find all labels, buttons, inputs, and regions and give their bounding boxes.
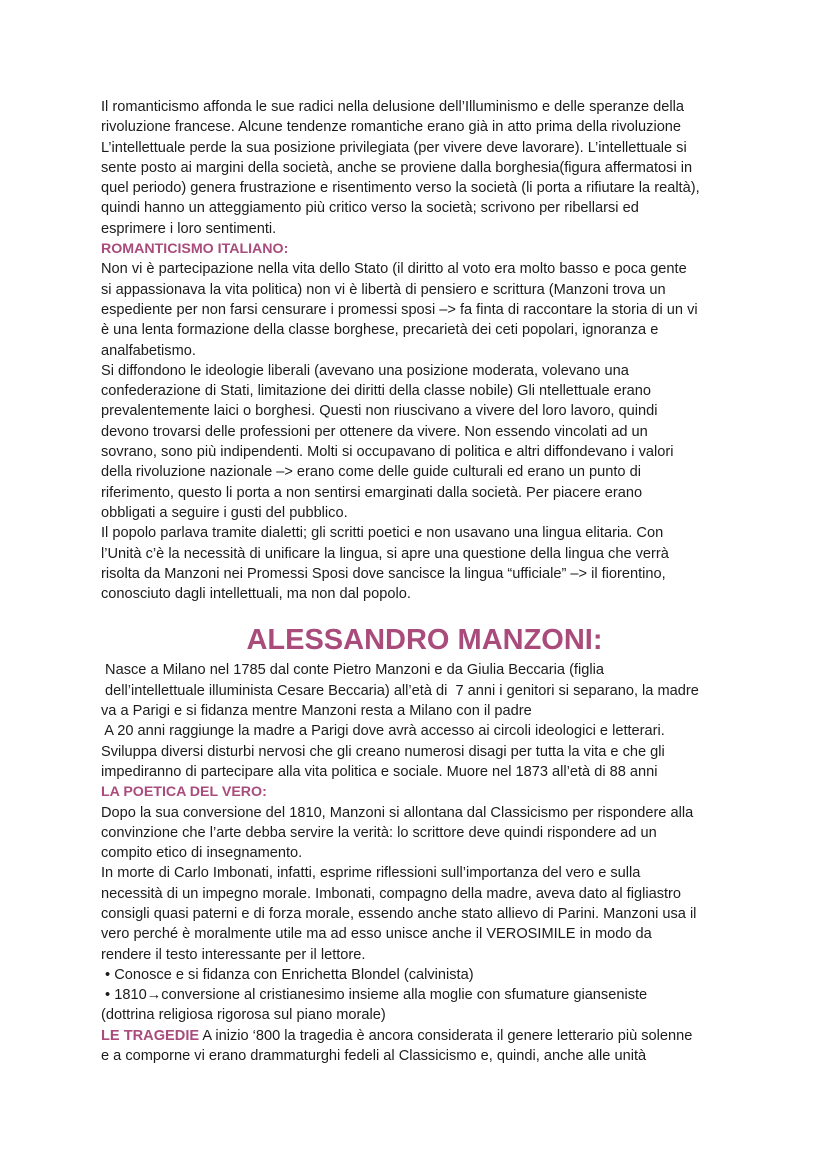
text-line: Non vi è partecipazione nella vita dello Stato (il diritto al voto era molto basso e poca gente: [101, 261, 687, 278]
text-line: Nasce a Milano nel 1785 dal conte Pietro Manzoni e da Giulia Beccaria (figlia: [101, 662, 604, 679]
text-line: [101, 1026, 768, 1046]
text-line: analfabetismo.: [101, 342, 196, 359]
text-line: e a comporne vi erano drammaturghi fedeli al Classicismo e, quindi, anche alle unità: [101, 1048, 647, 1065]
text-line: devono trovarsi delle professioni per ottenere da vivere. Non essendo vincolati ad un: [101, 423, 648, 440]
text-line: impediranno di partecipare alla vita politica e sociale. Muore nel 1873 all’età di 88 anni: [101, 763, 658, 780]
text-line: compito etico di insegnamento.: [101, 845, 303, 862]
text-line: vero perché è moralmente utile ma ad esso unisce anche il VEROSIMILE in modo da: [101, 926, 652, 943]
text-line: Si diffondono le ideologie liberali (avevano una posizione moderata, volevano una: [101, 362, 629, 379]
text-line: A 20 anni raggiunge la madre a Parigi dove avrà accesso ai circoli ideologici e letterari.: [101, 723, 665, 740]
list-item: (dottrina religiosa rigorosa sul piano morale): [101, 1007, 386, 1024]
text-line: espediente per non farsi censurare i promessi sposi –> fa finta di raccontare la storia di un vi: [101, 301, 698, 318]
romanticismo-heading: ROMANTICISMO ITALIANO:: [101, 241, 289, 258]
text-line: In morte di Carlo Imbonati, infatti, esprime riflessioni sull’importanza del vero e sulla: [101, 865, 641, 882]
text-line: Sviluppa diversi disturbi nervosi che gli creano numerosi disagi per tutta la vita e che gli: [101, 743, 665, 760]
text-line: l’Unità c’è la necessità di unificare la lingua, si apre una questione della lingua che verrà: [101, 545, 669, 562]
intro-paragraph: [101, 97, 768, 239]
text-line: rivoluzione francese. Alcune tendenze romantiche erano già in atto prima della rivoluzione: [101, 119, 682, 136]
text-line: della rivoluzione nazionale –> erano come delle guide culturali ed erano un punto di: [101, 464, 641, 481]
list-item: • 1810→conversione al cristianesimo insieme alla moglie con sfumature gianseniste: [101, 987, 648, 1004]
text-line: quindi hanno un atteggiamento più critico verso la società; scrivono per ribellarsi ed: [101, 200, 639, 217]
text-line: consigli quasi paterni e di forza morale, essendo anche stato allievo di Parini. Manzoni usa il: [101, 905, 697, 922]
text-line: dell’intellettuale illuminista Cesare Beccaria) all’età di 7 anni i genitori si separano, la madre: [101, 682, 699, 699]
list-item: • Conosce e si fidanza con Enrichetta Blondel (calvinista): [101, 966, 474, 983]
text-line: va a Parigi e si fidanza mentre Manzoni resta a Milano con il padre: [101, 703, 532, 720]
text-line: Dopo la sua conversione del 1810, Manzoni si allontana dal Classicismo per rispondere alla: [101, 804, 694, 821]
text-line: esprimere i loro sentimenti.: [101, 220, 277, 237]
poetica-paragraph-1: [101, 803, 768, 864]
text-line: convinzione che l’arte debba servire la verità: lo scrittore deve quindi rispondere ad un: [101, 824, 657, 841]
text-line: risolta da Manzoni nei Promessi Sposi dove sancisce la lingua “ufficiale” –> il fiorentino,: [101, 565, 666, 582]
text-line: prevalentemente laici o borghesi. Questi non riuscivano a vivere del loro lavoro, quindi: [101, 403, 658, 420]
poetica-paragraph-2: [101, 863, 768, 964]
text-line: si appassionava la vita politica) non vi è libertà di pensiero e scrittura (Manzoni trova un: [101, 281, 666, 298]
text-line: riferimento, questo li porta a non sentirsi emarginati dalla società. Per piacere erano: [101, 484, 643, 501]
text-line: confederazione di Stati, limitazione dei diritti della classe nobile) Gli ntellettuale erano: [101, 383, 652, 400]
bullet-list: [101, 965, 768, 1026]
tragedie-paragraph: [101, 1026, 768, 1067]
romanticismo-paragraph-3: [101, 523, 768, 604]
text-line: necessità di un impegno morale. Imbonati, compagno della madre, aveva dato al figliastro: [101, 885, 682, 902]
text-line: obbligati a seguire i gusti del pubblico.: [101, 504, 348, 521]
text-line: sente posto ai margini della società, anche se proviene dalla borghesia(figura affermatosi in: [101, 159, 693, 176]
poetica-heading: LA POETICA DEL VERO:: [101, 784, 267, 801]
romanticismo-paragraph-1: [101, 259, 768, 360]
text-line: rendere il testo interessante per il lettore.: [101, 946, 366, 963]
manzoni-title: ALESSANDRO MANZONI:: [246, 624, 603, 657]
tragedie-heading: LE TRAGEDIE: [101, 1027, 200, 1044]
text-line: sovrano, sono più indipendenti. Molti si occupavano di politica e altri diffondevano i valori: [101, 444, 674, 461]
manzoni-bio-paragraph: [101, 660, 768, 782]
romanticismo-paragraph-2: [101, 361, 768, 523]
text-line: quel periodo) genera frustrazione e risentimento verso la società (li porta a rifiutare la realtà),: [101, 180, 700, 197]
text-line: conosciuto dagli intellettuali, ma non dal popolo.: [101, 586, 411, 603]
text-line: L’intellettuale perde la sua posizione privilegiata (per vivere deve lavorare). L’intellettuale si: [101, 139, 687, 156]
text-line: Il popolo parlava tramite dialetti; gli scritti poetici e non usavano una lingua elitaria. Con: [101, 525, 664, 542]
text-line: Il romanticismo affonda le sue radici nella delusione dell’Illuminismo e delle speranze della: [101, 99, 684, 115]
tragedie-text: A inizio ‘800 la tragedia è ancora considerata il genere letterario più solenne: [199, 1027, 693, 1044]
text-line: è una lenta formazione della classe borghese, precarietà dei ceti popolari, ignoranza e: [101, 322, 659, 339]
